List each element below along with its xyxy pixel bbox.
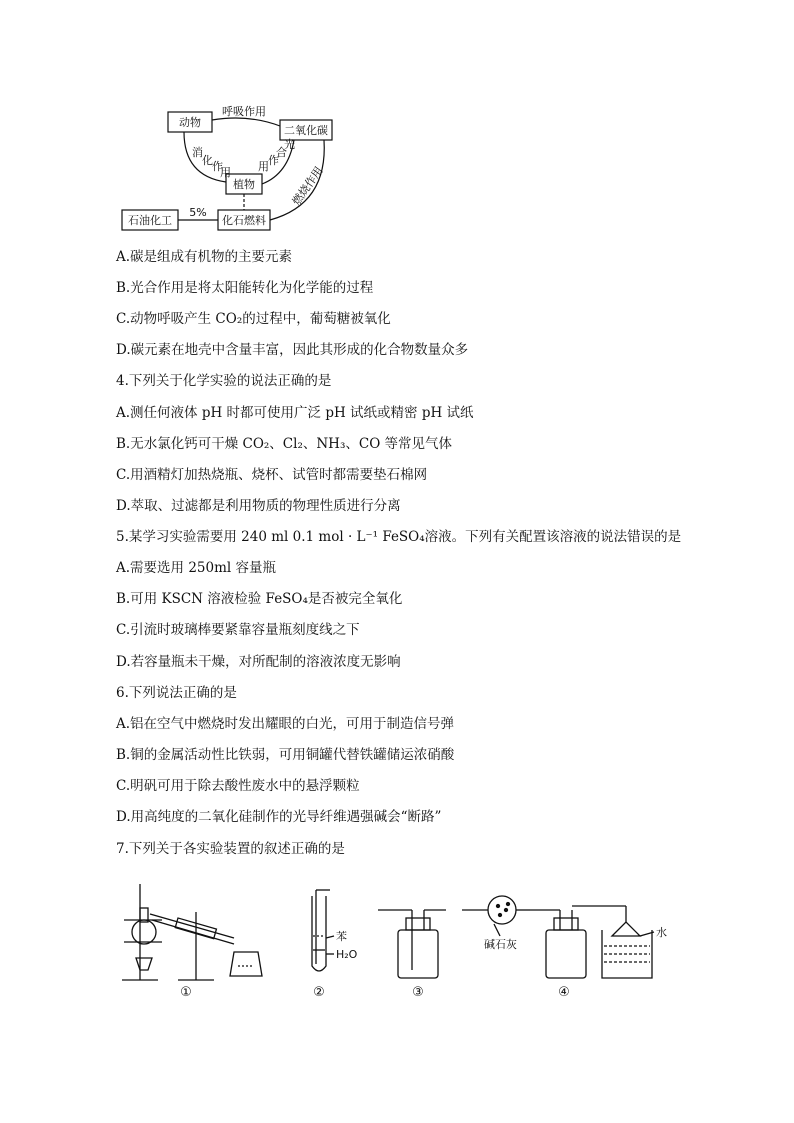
- q5-option-c: C.引流时玻璃棒要紧靠容量瓶刻度线之下: [116, 622, 360, 638]
- apparatus-1-label: ①: [180, 985, 192, 1000]
- q6-stem: 6.下列说法正确的是: [116, 685, 237, 701]
- apparatus-3-label: ③: [412, 985, 424, 1000]
- apparatus-4-absorption: [462, 896, 667, 1000]
- label-percent: 5%: [189, 206, 207, 219]
- svg-text:用: 用: [220, 166, 231, 179]
- q4-option-c: C.用酒精灯加热烧瓶、烧杯、试管时都需要垫石棉网: [116, 467, 428, 483]
- carbon-cycle-diagram: [118, 104, 348, 234]
- water-formula-label: H₂O: [336, 948, 358, 961]
- cycle-node-fossil-fuel: 化石燃料: [222, 214, 266, 227]
- q4-option-a: A.测任何液体 pH 时都可使用广泛 pH 试纸或精密 pH 试纸: [116, 405, 474, 421]
- q6-option-d: D.用高纯度的二氧化硅制作的光导纤维遇强碱会“断路”: [116, 809, 442, 825]
- q3-option-b: B.光合作用是将太阳能转化为化学能的过程: [116, 280, 374, 296]
- label-combustion: 燃烧作用: [289, 164, 326, 208]
- q7-stem: 7.下列关于各实验装置的叙述正确的是: [116, 841, 345, 857]
- benzene-label: 苯: [336, 930, 347, 943]
- label-digestion: 消: [192, 146, 203, 159]
- q5-option-a: A.需要选用 250ml 容量瓶: [116, 560, 277, 576]
- q6-option-b: B.铜的金属活动性比铁弱，可用铜罐代替铁罐储运浓硝酸: [116, 747, 455, 763]
- svg-text:化: 化: [202, 154, 213, 167]
- soda-lime-label: 碱石灰: [484, 938, 517, 951]
- svg-text:光: 光: [284, 138, 295, 151]
- label-respiration: 呼吸作用: [222, 105, 266, 118]
- q4-option-b: B.无水氯化钙可干燥 CO₂、Cl₂、NH₃、CO 等常见气体: [116, 436, 453, 452]
- apparatus-1-distillation: [122, 884, 262, 1000]
- svg-text:作: 作: [212, 160, 223, 173]
- apparatus-2-label: ②: [313, 985, 325, 1000]
- q3-option-d: D.碳元素在地壳中含量丰富，因此其形成的化合物数量众多: [116, 342, 469, 358]
- cycle-node-petrochem: 石油化工: [128, 214, 172, 227]
- q5-option-d: D.若容量瓶未干燥，对所配制的溶液浓度无影响: [116, 654, 401, 670]
- q4-option-d: D.萃取、过滤都是利用物质的物理性质进行分离: [116, 498, 401, 514]
- cycle-node-co2: 二氧化碳: [284, 124, 328, 137]
- apparatus-2-test-tube: [312, 890, 358, 1000]
- cycle-node-plant: 植物: [233, 178, 255, 191]
- q6-option-a: A.铝在空气中燃烧时发出耀眼的白光，可用于制造信号弹: [116, 716, 455, 732]
- svg-text:作: 作: [268, 154, 279, 167]
- q3-option-a: A.碳是组成有机物的主要元素: [116, 249, 293, 265]
- q4-stem: 4.下列关于化学实验的说法正确的是: [116, 373, 332, 389]
- svg-text:合: 合: [276, 146, 287, 159]
- arrow-respiration: [212, 118, 280, 126]
- apparatus-3-bottle: [378, 910, 446, 1000]
- apparatus-4-label: ④: [558, 985, 570, 1000]
- q3-option-c: C.动物呼吸产生 CO₂的过程中，葡萄糖被氧化: [116, 311, 391, 327]
- cycle-node-animal: 动物: [179, 116, 201, 129]
- q6-option-c: C.明矾可用于除去酸性废水中的悬浮颗粒: [116, 778, 360, 794]
- svg-text:用: 用: [258, 160, 269, 173]
- water-label: 水: [656, 926, 667, 939]
- q5-option-b: B.可用 KSCN 溶液检验 FeSO₄是否被完全氧化: [116, 591, 403, 607]
- apparatus-figure: [116, 880, 676, 1000]
- q5-stem: 5.某学习实验需要用 240 ml 0.1 mol · L⁻¹ FeSO₄溶液。下列有关配置该溶液的说法错误的是: [116, 529, 682, 545]
